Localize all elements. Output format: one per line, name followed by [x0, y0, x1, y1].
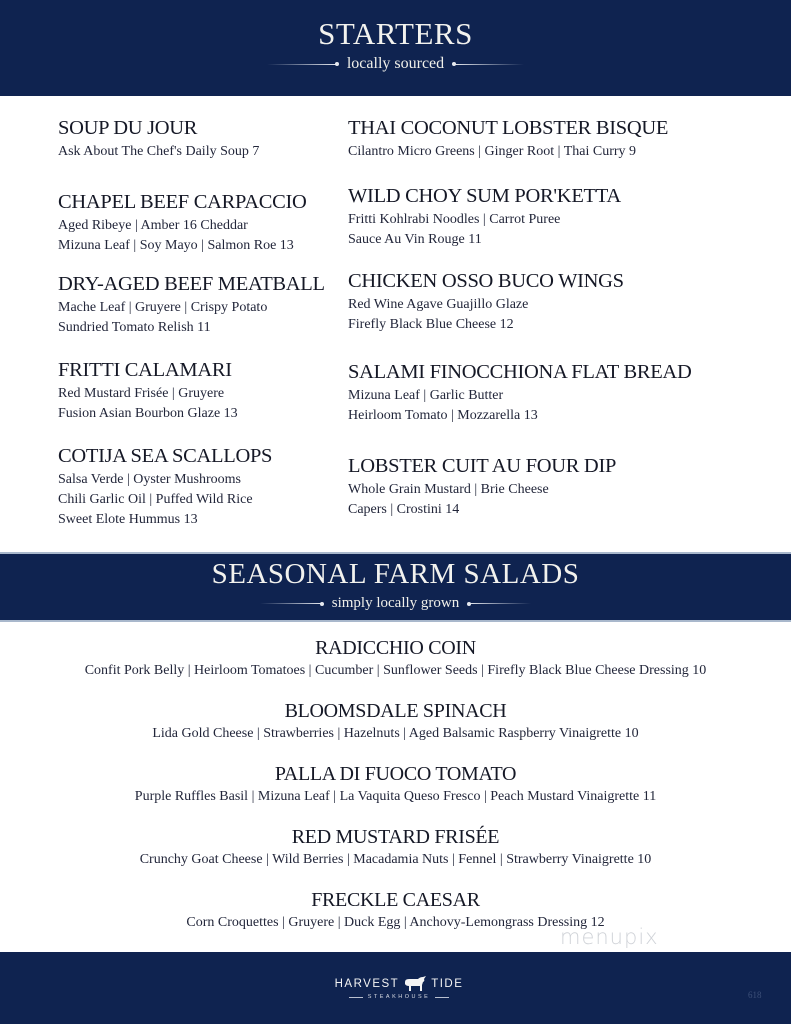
item-desc: Corn Croquettes | Gruyere | Duck Egg | Anchovy-Lemongrass Dressing 12 [186, 915, 605, 930]
salads-list [0, 634, 791, 949]
bull-icon [403, 976, 427, 992]
menu-item [58, 442, 343, 530]
brand-logo [334, 976, 464, 1000]
item-desc: Cilantro Micro Greens | Ginger Root | Thai Curry 9 [348, 144, 637, 159]
menu-item [348, 267, 748, 358]
item-desc: Capers | Crostini 14 [348, 502, 460, 517]
item-desc: Mizuna Leaf | Soy Mayo | Salmon Roe 13 [58, 238, 294, 253]
salads-subtitle-row [0, 595, 791, 612]
item-desc: Heirloom Tomato | Mozzarella 13 [348, 408, 538, 423]
item-name: RED MUSTARD FRISÉE [291, 826, 500, 848]
item-name: PALLA DI FUOCO TOMATO [274, 763, 517, 785]
item-desc: Salsa Verde | Oyster Mushrooms [58, 472, 241, 487]
item-desc: Sundried Tomato Relish 11 [58, 320, 211, 335]
item-desc: Sweet Elote Hummus 13 [58, 512, 198, 527]
divider-line-right [469, 603, 531, 604]
menu-item [348, 452, 748, 520]
item-desc: Ask About The Chef's Daily Soup 7 [58, 144, 260, 159]
salad-item [0, 760, 791, 823]
page-number: 618 [748, 990, 762, 1000]
salad-item [0, 634, 791, 697]
divider-line-left [349, 997, 363, 998]
item-name: FRITTI CALAMARI [58, 359, 232, 381]
salads-subtitle: simply locally grown [331, 595, 460, 611]
menu-item [348, 114, 748, 182]
item-desc: Firefly Black Blue Cheese 12 [348, 317, 514, 332]
brand-name-right: TIDE [431, 978, 464, 990]
item-name: FRECKLE CAESAR [311, 889, 480, 911]
item-desc: Aged Ribeye | Amber 16 Cheddar [58, 218, 248, 233]
starters-header-band [0, 0, 791, 96]
item-desc: Sauce Au Vin Rouge 11 [348, 232, 482, 247]
item-desc: Red Mustard Frisée | Gruyere [58, 386, 225, 401]
item-desc: Purple Ruffles Basil | Mizuna Leaf | La Vaquita Queso Fresco | Peach Mustard Vinaigrette 11 [134, 789, 657, 804]
item-name: SALAMI FINOCCHIONA FLAT BREAD [348, 361, 692, 383]
item-name: CHICKEN OSSO BUCO WINGS [348, 270, 624, 292]
watermark: menupix [560, 925, 659, 949]
menu-item [58, 270, 343, 356]
item-name: CHAPEL BEEF CARPACCIO [58, 191, 307, 213]
divider-line-left [260, 603, 322, 604]
item-name: LOBSTER CUIT AU FOUR DIP [348, 455, 617, 477]
salad-item [0, 886, 791, 949]
starters-title: STARTERS [318, 16, 473, 51]
item-name: DRY-AGED BEEF MEATBALL [58, 273, 325, 295]
menu-item [348, 358, 748, 452]
item-desc: Mache Leaf | Gruyere | Crispy Potato [58, 300, 268, 315]
item-desc: Fusion Asian Bourbon Glaze 13 [58, 406, 238, 421]
item-desc: Red Wine Agave Guajillo Glaze [348, 297, 529, 312]
divider-line-right [435, 997, 449, 998]
divider-line-left [267, 64, 337, 65]
item-name: THAI COCONUT LOBSTER BISQUE [348, 117, 669, 139]
item-name: BLOOMSDALE SPINACH [284, 700, 507, 722]
item-desc: Confit Pork Belly | Heirloom Tomatoes | Cucumber | Sunflower Seeds | Firefly Black Blue Cheese Dressing 10 [84, 663, 707, 678]
item-desc: Lida Gold Cheese | Strawberries | Hazelnuts | Aged Balsamic Raspberry Vinaigrette 10 [152, 726, 639, 741]
brand-name-left: HARVEST [334, 978, 400, 990]
salad-item [0, 697, 791, 760]
brand-subtitle: STEAKHOUSE [367, 994, 431, 1000]
divider-line-right [454, 64, 524, 65]
item-name: COTIJA SEA SCALLOPS [58, 445, 273, 467]
item-name: SOUP DU JOUR [58, 117, 198, 139]
item-name: WILD CHOY SUM POR'KETTA [348, 185, 621, 207]
starters-subtitle-row [0, 55, 791, 73]
starters-right-column [348, 114, 748, 520]
menu-item [348, 182, 748, 267]
item-desc: Chili Garlic Oil | Puffed Wild Rice [58, 492, 253, 507]
item-desc: Mizuna Leaf | Garlic Butter [348, 388, 504, 403]
starters-left-column [58, 114, 343, 530]
salads-header-band [0, 552, 791, 622]
item-desc: Fritti Kohlrabi Noodles | Carrot Puree [348, 212, 561, 227]
salad-item [0, 823, 791, 886]
menu-item [58, 188, 343, 270]
item-desc: Whole Grain Mustard | Brie Cheese [348, 482, 549, 497]
menu-item [58, 356, 343, 442]
item-desc: Crunchy Goat Cheese | Wild Berries | Macadamia Nuts | Fennel | Strawberry Vinaigrette 10 [139, 852, 652, 867]
menu-item [58, 114, 343, 188]
starters-subtitle: locally sourced [346, 55, 445, 72]
item-name: RADICCHIO COIN [315, 637, 476, 659]
salads-title: SEASONAL FARM SALADS [211, 558, 580, 590]
